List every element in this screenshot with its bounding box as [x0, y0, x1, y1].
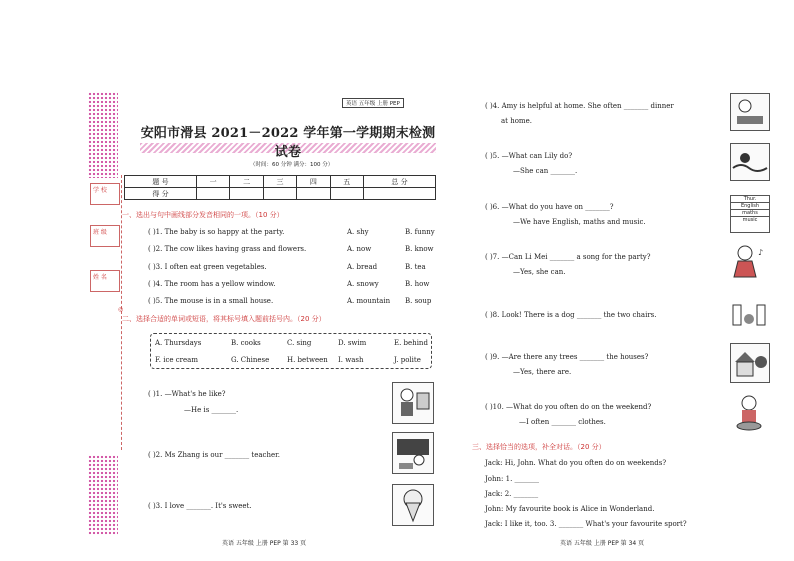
- s2-question-1: ( )1. —What's he like?: [148, 390, 226, 398]
- schedule-subject: maths: [731, 210, 769, 217]
- word-option: E. behind: [394, 339, 428, 347]
- s1-option-b[interactable]: B. funny: [405, 228, 435, 236]
- score-cell: 总 分: [364, 176, 436, 188]
- section-2-title: 二、选择合适的单词或短语，将其标号填入题前括号内。（20 分）: [122, 315, 326, 323]
- s2-question-2: ( )2. Ms Zhang is our _______ teacher.: [148, 451, 280, 459]
- word-option: F. ice cream: [155, 356, 198, 364]
- score-cell: 题 号: [125, 176, 197, 188]
- s1-question: ( )5. The mouse is in a small house.: [148, 297, 274, 305]
- score-input[interactable]: [230, 188, 263, 200]
- s1-option-a[interactable]: A. now: [347, 245, 372, 253]
- s1-question: ( )1. The baby is so happy at the party.: [148, 228, 285, 236]
- score-input[interactable]: [263, 188, 296, 200]
- score-cell: 四: [297, 176, 330, 188]
- score-input[interactable]: [364, 188, 436, 200]
- score-input[interactable]: [297, 188, 330, 200]
- s2-question-3: ( )3. I love _______. It's sweet.: [148, 502, 252, 510]
- time-note: （时间：60 分钟 满分：100 分）: [250, 162, 334, 168]
- r-question-5: ( )5. —What can Lily do?: [485, 152, 573, 160]
- r-question-9-line2: —Yes, there are.: [513, 368, 572, 376]
- left-footer: 英语 五年级 上册 PEP 第 33 页: [222, 540, 307, 547]
- score-input[interactable]: [330, 188, 363, 200]
- name-label: 姓 名: [93, 274, 107, 281]
- score-header-row: [125, 176, 436, 188]
- class-label: 班 级: [93, 229, 107, 236]
- s1-option-b[interactable]: B. tea: [405, 263, 426, 271]
- dialog-line: Jack: I like it, too. 3. _______ What's your favourite sport?: [485, 520, 687, 528]
- dialog-line: Jack: 2. _______: [485, 490, 539, 498]
- schedule-day: Thur.: [731, 196, 769, 203]
- r-question-10-line2: —I often _______ clothes.: [519, 418, 606, 426]
- singing-girl-picture: [730, 243, 770, 283]
- dialog-line: John: My favourite book is Alice in Wonderland.: [485, 505, 655, 513]
- score-cell: 三: [263, 176, 296, 188]
- score-cell: 五: [330, 176, 363, 188]
- score-cell: 一: [196, 176, 229, 188]
- r-question-7-line2: —Yes, she can.: [513, 268, 566, 276]
- teacher-picture: [392, 432, 434, 474]
- s1-question: ( )4. The room has a yellow window.: [148, 280, 276, 288]
- school-label: 学 校: [93, 187, 107, 194]
- r-question-5-line2: —She can _______.: [513, 167, 578, 175]
- score-cell: 得 分: [125, 188, 197, 200]
- s1-question: ( )3. I often eat green vegetables.: [148, 263, 267, 271]
- schedule-card: [730, 195, 770, 233]
- s1-option-b[interactable]: B. soup: [405, 297, 432, 305]
- s1-option-b[interactable]: B. how: [405, 280, 430, 288]
- word-option: A. Thursdays: [155, 339, 202, 347]
- word-option: C. sing: [287, 339, 312, 347]
- section-1-title: 一、选出与句中画线部分发音相同的一项。（10 分）: [122, 211, 284, 219]
- washing-clothes-picture: [730, 393, 770, 435]
- page-title: 安阳市滑县 2021－2022 学年第一学期期末检测试卷: [140, 126, 436, 160]
- score-value-row: [125, 188, 436, 200]
- svg-text:♪: ♪: [758, 248, 764, 257]
- r-question-9: ( )9. —Are there any trees _______ the houses?: [485, 353, 649, 361]
- word-option: H. between: [287, 356, 328, 364]
- decorative-dot-strip-bottom: [88, 455, 118, 535]
- score-input[interactable]: [196, 188, 229, 200]
- word-option: J. polite: [394, 356, 421, 364]
- s1-option-a[interactable]: A. bread: [347, 263, 378, 271]
- s1-option-b[interactable]: B. know: [405, 245, 434, 253]
- s1-option-a[interactable]: A. shy: [347, 228, 369, 236]
- s1-option-a[interactable]: A. snowy: [347, 280, 379, 288]
- houses-trees-picture: [730, 343, 770, 383]
- word-option: I. wash: [338, 356, 364, 364]
- r-question-6: ( )6. —What do you have on _______?: [485, 203, 614, 211]
- dialog-line: Jack: Hi, John. What do you often do on weekends?: [485, 459, 667, 467]
- swimming-picture: [730, 143, 770, 181]
- right-footer: 英语 五年级 上册 PEP 第 34 页: [560, 540, 645, 547]
- boy-picture: [392, 382, 434, 424]
- schedule-subject: music: [742, 217, 758, 223]
- cooking-picture: [730, 93, 770, 131]
- header-tag: 英语 五年级 上册 PEP: [342, 98, 404, 108]
- score-table: [124, 175, 436, 200]
- binding-mark: ◎: [118, 306, 124, 313]
- section-3-title: 三、选择恰当的选项，补全对话。（20 分）: [472, 443, 606, 451]
- ice-cream-picture: [392, 484, 434, 526]
- r-question-4-line2: at home.: [501, 117, 532, 125]
- r-question-6-line2: —We have English, maths and music.: [513, 218, 646, 226]
- s1-question: ( )2. The cow likes having grass and flowers.: [148, 245, 307, 253]
- schedule-subject: English: [731, 203, 769, 210]
- word-option: G. Chinese: [231, 356, 270, 364]
- word-option: D. swim: [338, 339, 367, 347]
- r-question-4: ( )4. Amy is helpful at home. She often _______ dinner: [485, 102, 674, 110]
- score-cell: 二: [230, 176, 263, 188]
- word-option: B. cooks: [231, 339, 261, 347]
- dog-chairs-picture: [730, 295, 770, 333]
- r-question-10: ( )10. —What do you often do on the weekend?: [485, 403, 652, 411]
- dialog-line: John: 1. _______: [485, 475, 540, 483]
- r-question-8: ( )8. Look! There is a dog _______ the two chairs.: [485, 311, 657, 319]
- s1-option-a[interactable]: A. mountain: [347, 297, 391, 305]
- r-question-7: ( )7. —Can Li Mei _______ a song for the party?: [485, 253, 651, 261]
- s2-question-1-answer: —He is _______.: [184, 406, 239, 414]
- decorative-dot-strip-top: [88, 92, 118, 178]
